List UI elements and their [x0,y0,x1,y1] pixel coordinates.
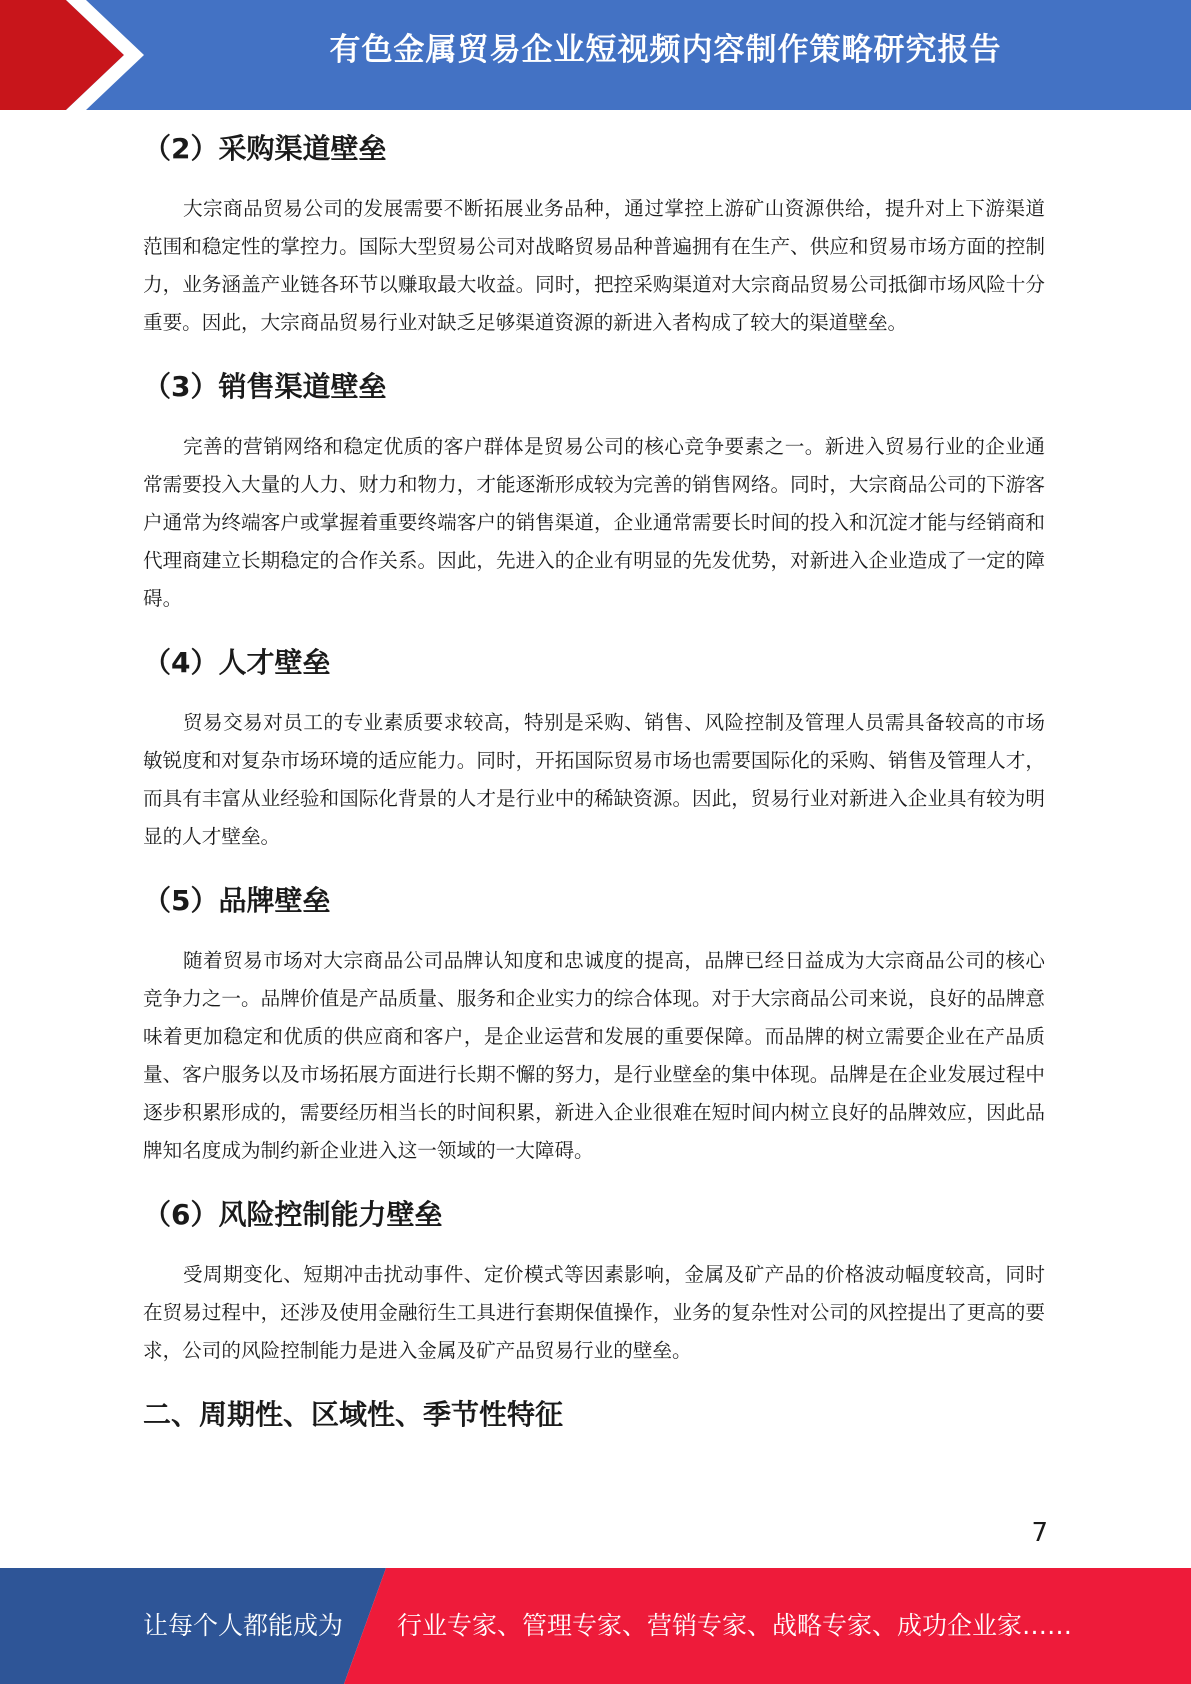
chapter-heading: 二、周期性、区域性、季节性特征 [143,1398,564,1431]
header-chevron-logo [0,0,160,110]
section-procurement-barrier [143,122,1045,342]
section-paragraph: 大宗商品贸易公司的发展需要不断拓展业务品种，通过掌控上游矿山资源供给，提升对上下游渠道范围和稳定性的掌控力。国际大型贸易公司对战略贸易品种普遍拥有在生产、供应和贸易市场方面的控制力，业务涵盖产业链各环节以赚取最大收益。同时，把控采购渠道对大宗商品贸易公司抵御市场风险十分重要。因此，大宗商品贸易行业对缺乏足够渠道资源的新进入者构成了较大的渠道壁垒。 [143,197,1045,334]
section-heading: （2）采购渠道壁垒 [143,132,387,165]
chevron-red-shape [0,0,124,110]
section-risk-control-barrier [143,1188,1045,1370]
section-sales-barrier [143,360,1045,618]
section-heading: （4）人才壁垒 [143,646,331,679]
footer-slogan-left: 让每个人都能成为 [143,1611,344,1640]
page-footer [0,1568,1191,1684]
section-paragraph: 贸易交易对员工的专业素质要求较高，特别是采购、销售、风险控制及管理人员需具备较高的市场敏锐度和对复杂市场环境的适应能力。同时，开拓国际贸易市场也需要国际化的采购、销售及管理人才，而具有丰富从业经验和国际化背景的人才是行业中的稀缺资源。因此，贸易行业对新进入企业具有较为明显的人才壁垒。 [143,711,1045,848]
footer-slogan-right: 行业专家、管理专家、营销专家、战略专家、成功企业家…… [397,1611,1073,1640]
section-heading: （6）风险控制能力壁垒 [143,1198,443,1231]
report-title: 有色金属贸易企业短视频内容制作策略研究报告 [329,32,1002,68]
section-talent-barrier [143,636,1045,856]
section-paragraph: 受周期变化、短期冲击扰动事件、定价模式等因素影响，金属及矿产品的价格波动幅度较高，同时在贸易过程中，还涉及使用金融衍生工具进行套期保值操作，业务的复杂性对公司的风控提出了更高的要求，公司的风险控制能力是进入金属及矿产品贸易行业的壁垒。 [143,1263,1045,1362]
section-heading: （3）销售渠道壁垒 [143,370,387,403]
section-heading: （5）品牌壁垒 [143,884,331,917]
section-paragraph: 随着贸易市场对大宗商品公司品牌认知度和忠诚度的提高，品牌已经日益成为大宗商品公司的核心竞争力之一。品牌价值是产品质量、服务和企业实力的综合体现。对于大宗商品公司来说，良好的品牌意味着更加稳定和优质的供应商和客户，是企业运营和发展的重要保障。而品牌的树立需要企业在产品质量、客户服务以及市场拓展方面进行长期不懈的努力，是行业壁垒的集中体现。品牌是在企业发展过程中逐步积累形成的，需要经历相当长的时间积累，新进入企业很难在短时间内树立良好的品牌效应，因此品牌知名度成为制约新企业进入这一领域的一大障碍。 [143,949,1045,1162]
section-brand-barrier [143,874,1045,1170]
main-content [143,122,1045,1442]
page-header [0,0,1191,110]
section-paragraph: 完善的营销网络和稳定优质的客户群体是贸易公司的核心竞争要素之一。新进入贸易行业的企业通常需要投入大量的人力、财力和物力，才能逐渐形成较为完善的销售网络。同时，大宗商品公司的下游客户通常为终端客户或掌握着重要终端客户的销售渠道，企业通常需要长时间的投入和沉淀才能与经销商和代理商建立长期稳定的合作关系。因此，先进入的企业有明显的先发优势，对新进入企业造成了一定的障碍。 [143,435,1045,610]
page-number: 7 [1031,1518,1048,1548]
